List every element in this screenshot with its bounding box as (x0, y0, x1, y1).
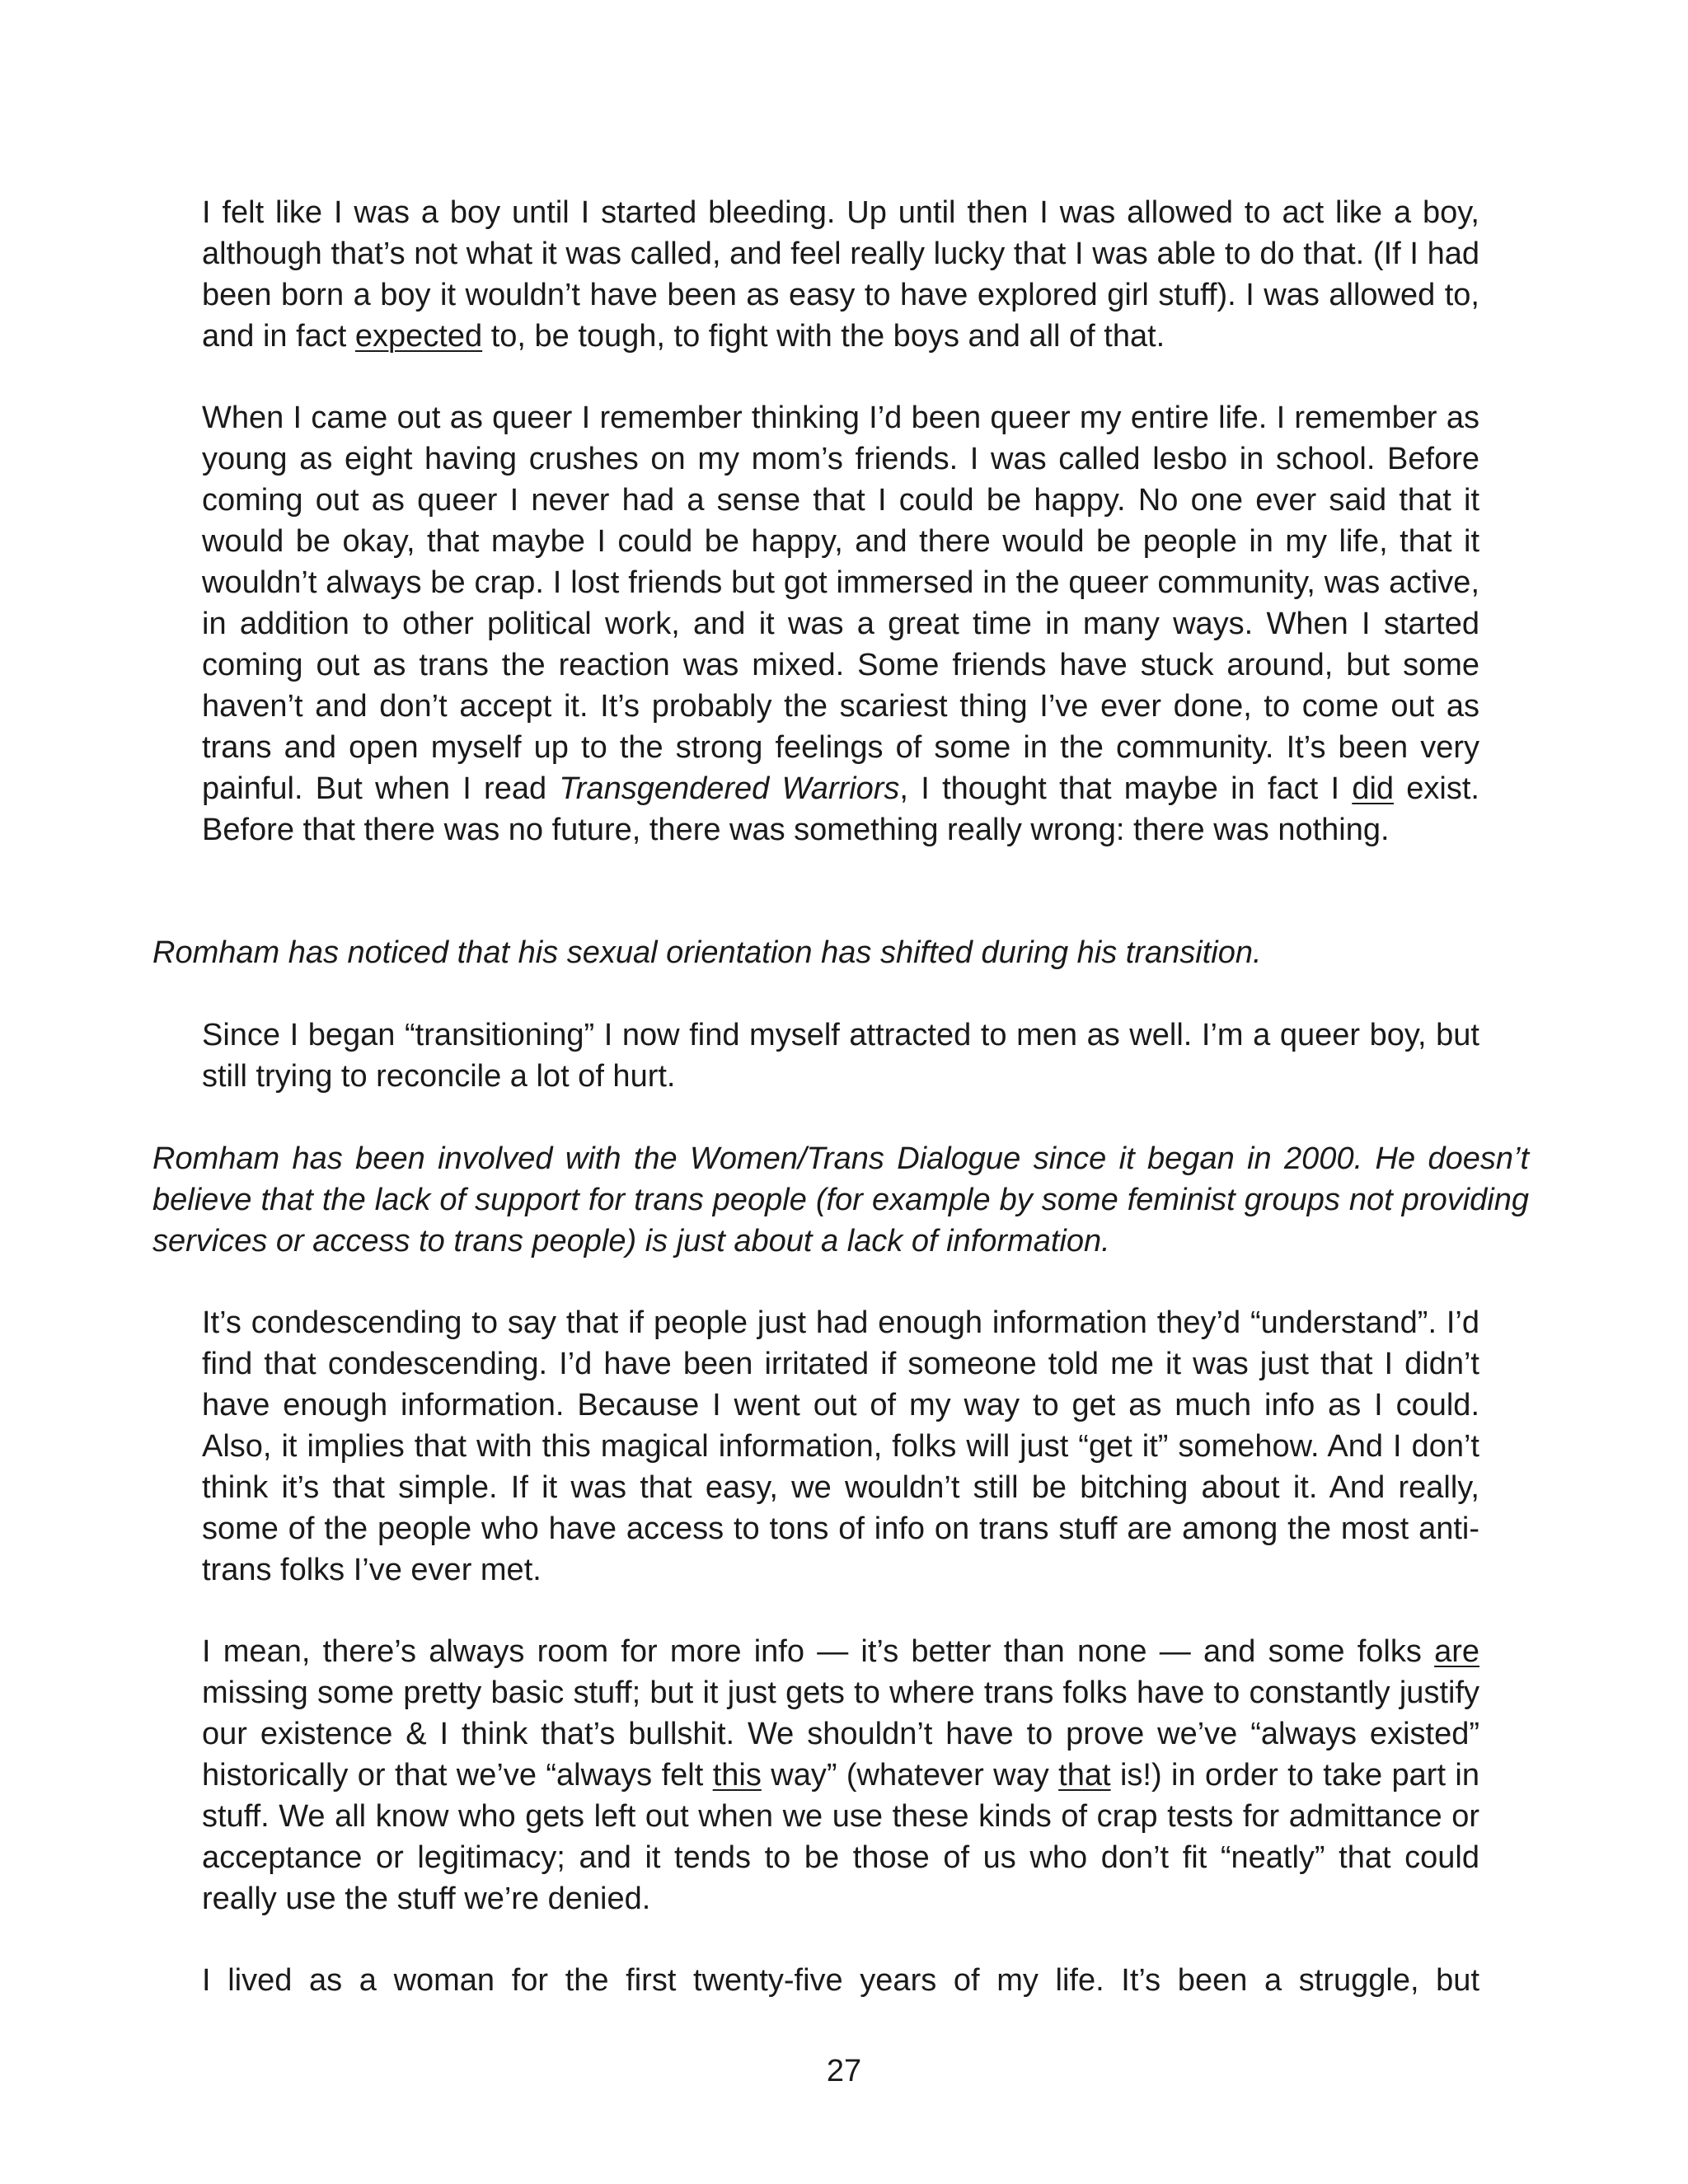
paragraph-condescending: It’s condescending to say that if people just had enough information they’d “understand”. I’d find that condescending. I’d have been irritated if someone told me it was just that I didn’t have enough information. Because I went out of my way to get as much info as I could. Also, it implies that with this magical information, folks will just “get it” somehow. And I don’t think it’s that simple. If it was that easy, we wouldn’t still be bitching about it. And really, some of the people who have access to tons of info on trans stuff are among the most anti-trans folks I’ve ever met. (202, 1305, 1479, 1587)
underlined-expected: expected (354, 319, 483, 354)
paragraph-childhood: I felt like I was a boy until I started bleeding. Up until then I was allowed to act like a boy, although that’s not what it was called, and feel really lucky that I was able to do that. (If I had been born a boy it wouldn’t have been as easy to have explored girl stuff). I was allowed to, and in fact expected to, be tough, to fight with the boys and all of that. (202, 195, 1479, 354)
underlined-did: did (1352, 771, 1395, 806)
underlined-this: this (712, 1758, 762, 1793)
paragraph-more-info: I mean, there’s always room for more info — it’s better than none — and some folks are missing some pretty basic stuff; but it just gets to where trans folks have to constantly justify our existence & I think that’s bullshit. We shouldn’t have to prove we’ve “always existed” historically or that we’ve “always felt this way” (whatever way that is!) in order to take part in stuff. We all know who gets left out when we use these kinds of crap tests for admittance or acceptance or legitimacy; and it tends to be those of us who don’t fit “neatly” that could really use the stuff we’re denied. (202, 1634, 1479, 1916)
book-title: Transgendered Warriors (559, 771, 900, 806)
paragraph-transitioning: Since I began “transitioning” I now find myself attracted to men as well. I’m a queer boy, but still trying to reconcile a lot of hurt. (202, 1018, 1479, 1094)
narration-dialogue: Romham has been involved with the Women/Trans Dialogue since it began in 2000. He doesn’t believe that the lack of support for trans people (for example by some feminist groups not providing services or access to trans people) is just about a lack of information. (152, 1141, 1529, 1258)
underlined-are: are (1434, 1634, 1479, 1669)
underlined-that: that (1058, 1758, 1111, 1793)
page-number: 27 (826, 2054, 862, 2088)
narration-orientation: Romham has noticed that his sexual orientation has shifted during his transition. (152, 935, 1262, 970)
paragraph-lived-as-woman: I lived as a woman for the first twenty-five years of my life. It’s been a struggle, but (202, 1963, 1479, 1998)
paragraph-coming-out: When I came out as queer I remember thinking I’d been queer my entire life. I remember as young as eight having crushes on my mom’s friends. I was called lesbo in school. Before coming out as queer I never had a sense that I could be happy. No one ever said that it would be okay, that maybe I could be happy, and there would be people in my life, that it wouldn’t always be crap. I lost friends but got immersed in the queer community, was active, in addition to other political work, and it was a great time in many ways. When I started coming out as trans the reaction was mixed. Some friends have stuck around, but some haven’t and don’t accept it. It’s probably the scariest thing I’ve ever done, to come out as trans and open myself up to the strong feelings of some in the community. It’s been very painful. But when I read Transgendered Warriors, I thought that maybe in fact I did exist. Before that there was no future, there was something really wrong: there was nothing. (202, 401, 1479, 847)
